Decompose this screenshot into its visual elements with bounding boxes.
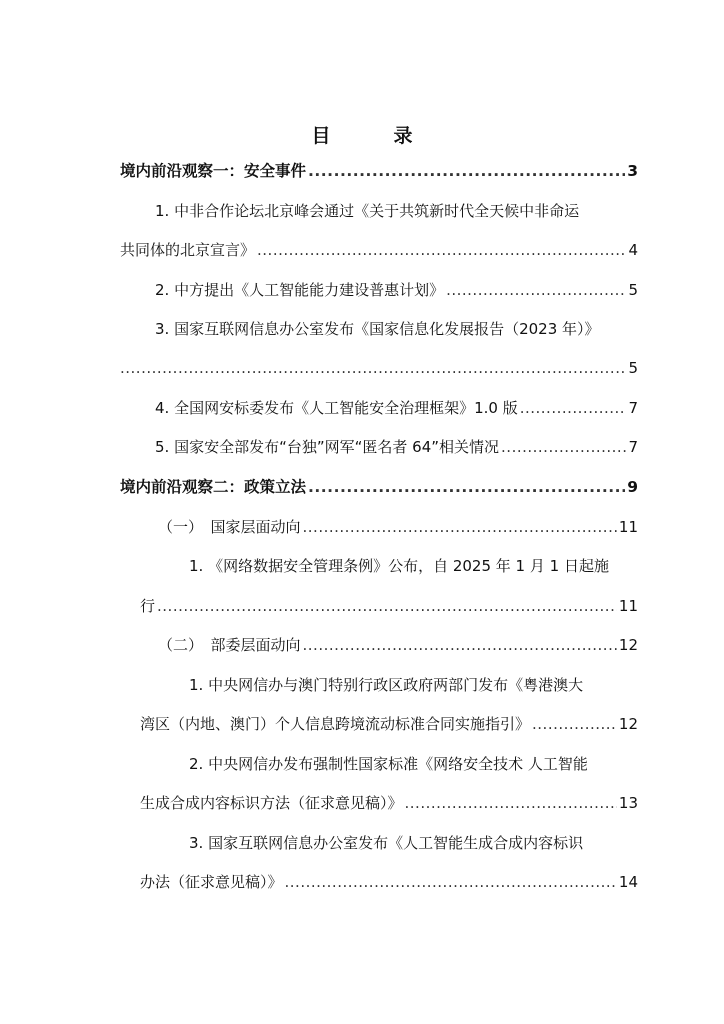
toc-entry-line1[interactable]: 2. 中央网信办发布强制性国家标准《网络安全技术 人工智能: [189, 755, 588, 773]
toc-page-number: 13: [618, 794, 638, 812]
toc-page-number: 11: [618, 518, 638, 536]
toc-page-number: 5: [628, 281, 638, 299]
toc-entry-line1[interactable]: 3. 国家互联网信息办公室发布《国家信息化发展报告（2023 年）》: [155, 320, 600, 338]
toc-entry-event-1[interactable]: [120, 240, 638, 260]
toc-entry-label: 办法（征求意见稿）》: [140, 873, 283, 891]
toc-page-number: 5: [628, 359, 638, 377]
toc-entry-line1[interactable]: 3. 国家互联网信息办公室发布《人工智能生成合成内容标识: [189, 834, 584, 852]
toc-entry-line1[interactable]: 1. 中央网信办与澳门特别行政区政府两部门发布《粤港澳大: [189, 676, 584, 694]
toc-entry-event-5[interactable]: [155, 437, 638, 457]
leader-dots: [501, 437, 626, 457]
leader-dots: [257, 240, 626, 260]
toc-entry-label: （二） 部委层面动向: [158, 636, 301, 654]
toc-entry-label: 生成合成内容标识方法（征求意见稿）》: [140, 794, 403, 812]
toc-entry-event-2[interactable]: [155, 280, 638, 300]
toc-entry-subsection-2[interactable]: [158, 635, 638, 655]
toc-page-number: 7: [628, 399, 638, 417]
leader-dots: [532, 714, 617, 734]
toc-entry-label: 湾区（内地、澳门）个人信息跨境流动标准合同实施指引》: [140, 715, 531, 733]
leader-dots: [405, 793, 617, 813]
leader-dots: [285, 872, 617, 892]
toc-page-number: 9: [627, 478, 638, 496]
leader-dots: [303, 635, 617, 655]
toc-entry-section-2[interactable]: [120, 477, 638, 497]
leader-dots: [308, 161, 625, 181]
toc-entry-event-4[interactable]: [155, 398, 638, 418]
toc-entry-label: 共同体的北京宣言》: [120, 241, 256, 259]
toc-entry-subsection-1[interactable]: [158, 517, 638, 537]
toc-title: 目 录: [311, 125, 435, 147]
toc-entry-line1[interactable]: 1. 中非合作论坛北京峰会通过《关于共筑新时代全天候中非命运: [155, 202, 580, 220]
leader-dots: [303, 517, 617, 537]
leader-dots: [120, 358, 626, 378]
toc-entry-ministry-3[interactable]: [140, 872, 638, 892]
leader-dots: [520, 398, 627, 418]
toc-page-number: 12: [618, 636, 638, 654]
toc-entry-label: 行: [140, 597, 156, 615]
toc-page-number: 3: [627, 162, 638, 180]
toc-entry-ministry-2[interactable]: [140, 793, 638, 813]
toc-page-number: 7: [628, 438, 638, 456]
leader-dots: [308, 477, 625, 497]
toc-page-number: 12: [618, 715, 638, 733]
leader-dots: [157, 596, 617, 616]
toc-entry-label: （一） 国家层面动向: [158, 518, 301, 536]
toc-entry-label: 5. 国家安全部发布“台独”网军“匿名者 64”相关情况: [155, 438, 500, 456]
toc-page-number: 4: [628, 241, 638, 259]
toc-page-number: 14: [618, 873, 638, 891]
toc-entry-section-1[interactable]: [120, 161, 638, 181]
toc-entry-label: 2. 中方提出《人工智能能力建设普惠计划》: [155, 281, 445, 299]
toc-page-number: 11: [618, 597, 638, 615]
toc-entry-event-3[interactable]: [120, 358, 638, 378]
toc-entry-policy-1[interactable]: [140, 596, 638, 616]
toc-entry-label: 4. 全国网安标委发布《人工智能安全治理框架》1.0 版: [155, 399, 518, 417]
toc-entry-line1[interactable]: 1. 《网络数据安全管理条例》公布，自 2025 年 1 月 1 日起施: [189, 557, 609, 575]
toc-entry-label: 境内前沿观察二：政策立法: [120, 478, 307, 496]
toc-entry-label: 境内前沿观察一：安全事件: [120, 162, 307, 180]
toc-entry-ministry-1[interactable]: [140, 714, 638, 734]
leader-dots: [446, 280, 626, 300]
